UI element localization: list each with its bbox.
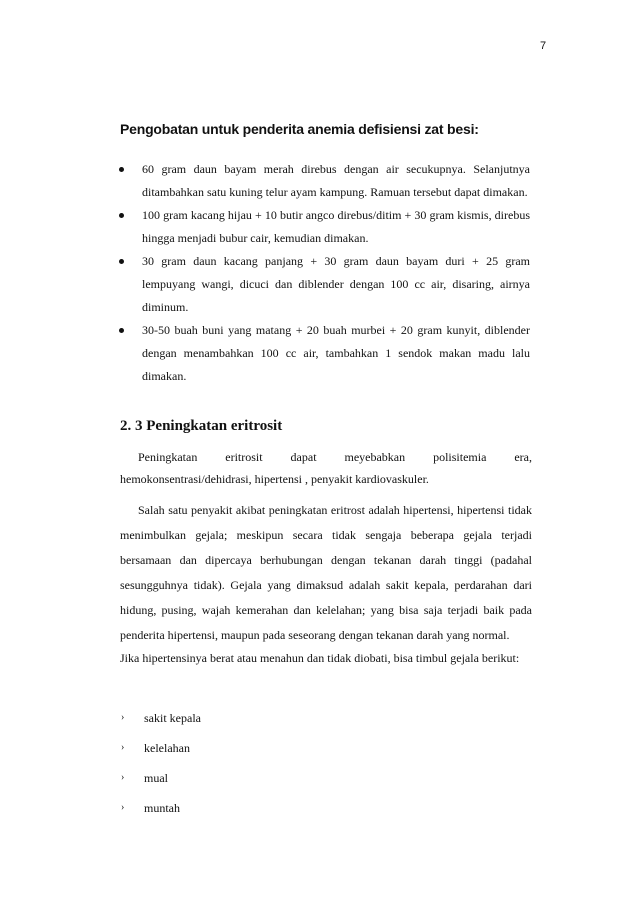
- list-item: [118, 204, 530, 250]
- symptoms-intro: Jika hipertensinya berat atau menahun dan tidak diobati, bisa timbul gejala berikut:: [120, 651, 520, 665]
- intro-paragraph: [120, 446, 532, 490]
- list-item: [118, 319, 530, 388]
- list-item: [120, 708, 201, 738]
- list-item-text: 100 gram kacang hijau + 10 butir angco direbus/ditim + 30 gram kismis, direbus hingga menjadi bubur cair, kemudian dimakan.: [142, 208, 530, 245]
- page-number: 7: [540, 40, 547, 52]
- list-item: [120, 768, 201, 798]
- hypertension-paragraph: Salah satu penyakit akibat peningkatan eritrost adalah hipertensi, hipertensi tidak menimbulkan gejala; meskipun secara tidak sengaja beberapa gejala terjadi bersamaan dan dipercaya berhubungan dengan tekanan darah tinggi (padahal sesungguhnya tidak). Gejala yang dimaksud adalah sakit kepala, perdarahan dari hidung, pusing, wajah kemerahan dan kelelahan; yang bisa saja terjadi baik pada penderita hipertensi, maupun pada seseorang dengan tekanan darah yang normal.: [120, 503, 532, 642]
- bullet-icon: [119, 167, 124, 172]
- bullet-icon: [119, 259, 124, 264]
- symptom-text: sakit kepala: [144, 711, 201, 725]
- symptom-text: kelelahan: [144, 741, 190, 755]
- arrow-bullet-icon: ›: [121, 742, 125, 753]
- list-item: [118, 250, 530, 319]
- symptom-text: mual: [144, 771, 168, 785]
- arrow-bullet-icon: ›: [121, 802, 125, 813]
- list-item-text: 30 gram daun kacang panjang + 30 gram daun bayam duri + 25 gram lempuyang wangi, dicuci dan diblender dengan 100 cc air, disaring, airnya diminum.: [142, 254, 530, 314]
- list-item: [118, 158, 530, 204]
- symptoms-list: [120, 708, 201, 828]
- list-item-text: 60 gram daun bayam merah direbus dengan air secukupnya. Selanjutnya ditambahkan satu kuning telur ayam kampung. Ramuan tersebut dapat dimakan.: [142, 162, 530, 199]
- list-item-text: 30-50 buah buni yang matang + 20 buah murbei + 20 gram kunyit, diblender dengan menambahkan 100 cc air, tambahkan 1 sendok makan madu lalu dimakan.: [142, 323, 530, 383]
- treatment-list: [118, 158, 530, 388]
- bullet-icon: [119, 328, 124, 333]
- section-heading-2-3: 2. 3 Peningkatan eritrosit: [120, 418, 283, 434]
- bullet-icon: [119, 213, 124, 218]
- list-item: [120, 738, 201, 768]
- intro-line-2: hemokonsentrasi/dehidrasi, hipertensi , penyakit kardiovaskuler.: [120, 472, 429, 486]
- arrow-bullet-icon: ›: [121, 772, 125, 783]
- arrow-bullet-icon: ›: [121, 712, 125, 723]
- intro-line-1: Peningkatan eritrosit dapat meyebabkan polisitemia era,: [138, 450, 532, 464]
- treatment-heading: Pengobatan untuk penderita anemia defisiensi zat besi:: [120, 121, 479, 137]
- list-item: [120, 798, 201, 828]
- symptom-text: muntah: [144, 801, 180, 815]
